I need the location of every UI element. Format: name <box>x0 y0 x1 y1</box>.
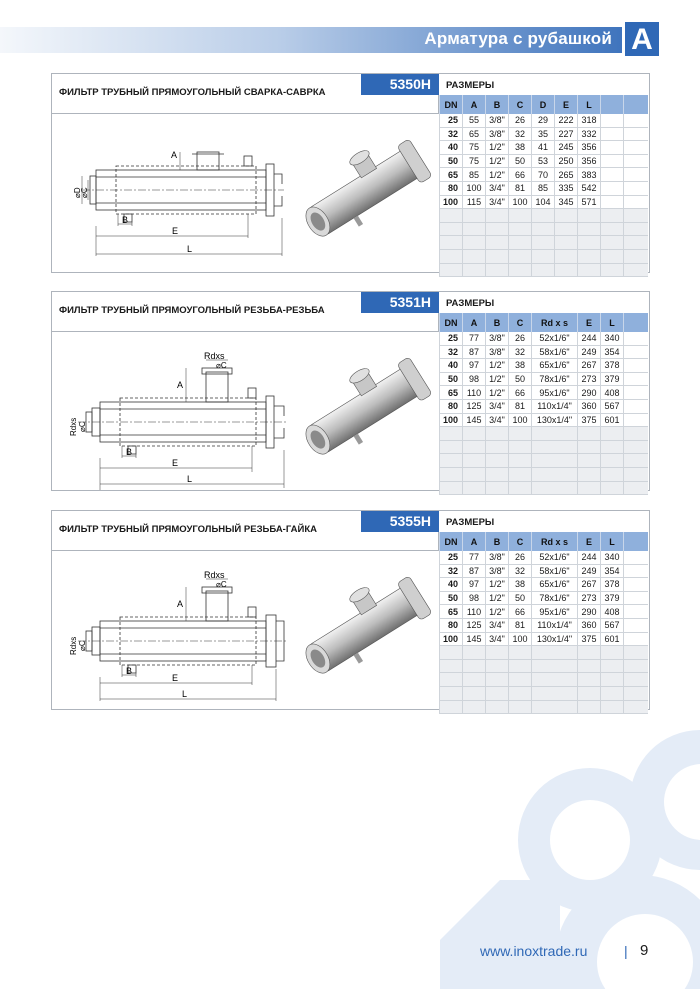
dim-label-c-side: ⌀C <box>78 640 87 651</box>
product-3d-view <box>290 563 434 686</box>
table-row: 80 125 3/4" 81 110x1/4" 360 567 <box>440 618 648 632</box>
technical-drawing <box>52 332 439 490</box>
table-row: 40 75 1/2" 38 41 245 356 <box>440 141 648 155</box>
table-row-empty <box>440 249 648 263</box>
col-header-rdxs: Rd x s <box>532 313 578 332</box>
table-row: 25 77 3/8" 26 52x1/6" 244 340 <box>440 551 648 564</box>
sizes-label: РАЗМЕРЫ <box>446 517 495 528</box>
drawing-svg <box>52 332 439 490</box>
col-header-b: B <box>486 532 509 551</box>
product-code-badge: 5351H <box>361 292 439 313</box>
section-title-cell <box>52 74 361 114</box>
dim-label-c: ⌀C <box>80 187 89 198</box>
sizes-table <box>439 313 648 495</box>
table-row: 65 110 1/2" 66 95x1/6" 290 408 <box>440 386 648 400</box>
col-header-a: A <box>463 313 486 332</box>
dim-label-rd: Rdxs <box>204 570 225 580</box>
product-code-badge: 5350H <box>361 74 439 95</box>
table-row-empty <box>440 454 648 468</box>
product-3d-view <box>290 344 434 467</box>
table-header-row <box>440 313 648 332</box>
table-row: 40 97 1/2" 38 65x1/6" 267 378 <box>440 578 648 592</box>
dim-label-a: A <box>176 599 183 609</box>
product-3d-view <box>290 126 434 249</box>
sizes-table <box>439 532 648 714</box>
drawing-svg <box>52 551 439 709</box>
table-row: 25 77 3/8" 26 52x1/6" 244 340 <box>440 332 648 345</box>
section-title: ФИЛЬТР ТРУБНЫЙ ПРЯМОУГОЛЬНЫЙ СВАРКА-САВРКА <box>59 87 326 98</box>
col-header-a: A <box>463 532 486 551</box>
table-row-empty <box>440 263 648 277</box>
section-title: ФИЛЬТР ТРУБНЫЙ ПРЯМОУГОЛЬНЫЙ РЕЗЬБА-ГАЙКА <box>59 524 317 535</box>
dim-label-e: E <box>172 673 179 683</box>
dim-label-rd-side: Rdxs <box>69 417 78 436</box>
section-letter-badge: A <box>625 22 659 56</box>
table-row: 50 98 1/2" 50 78x1/6" 273 379 <box>440 372 648 386</box>
product-section-5350h <box>51 73 650 273</box>
page-number: 9 <box>640 942 649 959</box>
dim-label-a: A <box>176 380 183 390</box>
sizes-table <box>439 95 648 277</box>
table-row-empty <box>440 659 648 673</box>
footer-separator: | <box>624 943 628 959</box>
dim-label-b: B <box>122 215 129 225</box>
table-row: 50 98 1/2" 50 78x1/6" 273 379 <box>440 591 648 605</box>
col-header-b: B <box>486 313 509 332</box>
col-header-c: C <box>509 313 532 332</box>
table-row-empty <box>440 686 648 700</box>
sizes-label: РАЗМЕРЫ <box>446 298 495 309</box>
col-header-c: C <box>509 95 532 114</box>
col-header-b: B <box>486 95 509 114</box>
section-title-cell <box>52 511 361 551</box>
col-header-rdxs: Rd x s <box>532 532 578 551</box>
table-row: 100 145 3/4" 100 130x1/4" 375 601 <box>440 632 648 646</box>
product-code-badge: 5355H <box>361 511 439 532</box>
col-header-c: C <box>509 532 532 551</box>
table-row: 65 110 1/2" 66 95x1/6" 290 408 <box>440 605 648 619</box>
footer-website-link[interactable]: www.inoxtrade.ru <box>480 943 588 959</box>
table-row: 32 87 3/8" 32 58x1/6" 249 354 <box>440 564 648 578</box>
col-header-e: E <box>555 95 578 114</box>
table-row-empty <box>440 467 648 481</box>
dim-label-l: L <box>182 689 188 699</box>
section-title: ФИЛЬТР ТРУБНЫЙ ПРЯМОУГОЛЬНЫЙ РЕЗЬБА-РЕЗЬБА <box>59 305 325 316</box>
col-header-l: L <box>578 95 601 114</box>
dim-label-a: A <box>170 150 177 160</box>
table-row: 32 87 3/8" 32 58x1/6" 249 354 <box>440 345 648 359</box>
dim-label-rd: Rdxs <box>204 351 225 361</box>
technical-drawing <box>52 551 439 709</box>
table-header-row <box>440 532 648 551</box>
table-row-empty <box>440 673 648 687</box>
drawing-svg <box>52 114 439 272</box>
table-row: 25 55 3/8" 26 29 222 318 <box>440 114 648 127</box>
table-row: 100 145 3/4" 100 130x1/4" 375 601 <box>440 413 648 427</box>
table-row: 65 85 1/2" 66 70 265 383 <box>440 168 648 182</box>
table-row: 80 125 3/4" 81 110x1/4" 360 567 <box>440 399 648 413</box>
table-row-empty <box>440 236 648 250</box>
col-header-dn: DN <box>440 95 463 114</box>
dim-label-c-side: ⌀C <box>78 421 87 432</box>
section-title-cell <box>52 292 361 332</box>
dim-label-e: E <box>172 458 179 468</box>
table-row: 100 115 3/4" 100 104 345 571 <box>440 195 648 209</box>
page-title: Арматура с рубашкой <box>424 29 612 48</box>
table-row-empty <box>440 481 648 495</box>
dim-label-l: L <box>187 474 193 484</box>
table-row: 50 75 1/2" 50 53 250 356 <box>440 154 648 168</box>
table-row-empty <box>440 427 648 441</box>
table-row: 32 65 3/8" 32 35 227 332 <box>440 127 648 141</box>
col-header-a: A <box>463 95 486 114</box>
table-row-empty <box>440 222 648 236</box>
dim-label-c: ⌀C <box>216 580 227 589</box>
table-row: 40 97 1/2" 38 65x1/6" 267 378 <box>440 359 648 373</box>
table-header-row <box>440 95 648 114</box>
technical-drawing <box>52 114 439 272</box>
table-row-empty <box>440 209 648 223</box>
sizes-label: РАЗМЕРЫ <box>446 80 495 91</box>
col-header-d: D <box>532 95 555 114</box>
dim-label-d: ⌀D <box>73 187 82 198</box>
col-header-dn: DN <box>440 532 463 551</box>
dim-label-rd-side: Rdxs <box>69 636 78 655</box>
table-row-empty <box>440 700 648 714</box>
dim-label-l: L <box>187 244 193 254</box>
table-row-empty <box>440 646 648 660</box>
col-header-l: L <box>601 313 624 332</box>
dim-label-b: B <box>126 666 133 676</box>
col-header-dn: DN <box>440 313 463 332</box>
col-header-e: E <box>578 532 601 551</box>
dim-label-c: ⌀C <box>216 361 227 370</box>
dim-label-e: E <box>172 226 179 236</box>
dim-label-b: B <box>126 447 133 457</box>
table-row: 80 100 3/4" 81 85 335 542 <box>440 181 648 195</box>
col-header-e: E <box>578 313 601 332</box>
product-section-5355h <box>51 510 650 710</box>
table-row-empty <box>440 440 648 454</box>
col-header-l: L <box>601 532 624 551</box>
product-section-5351h <box>51 291 650 491</box>
